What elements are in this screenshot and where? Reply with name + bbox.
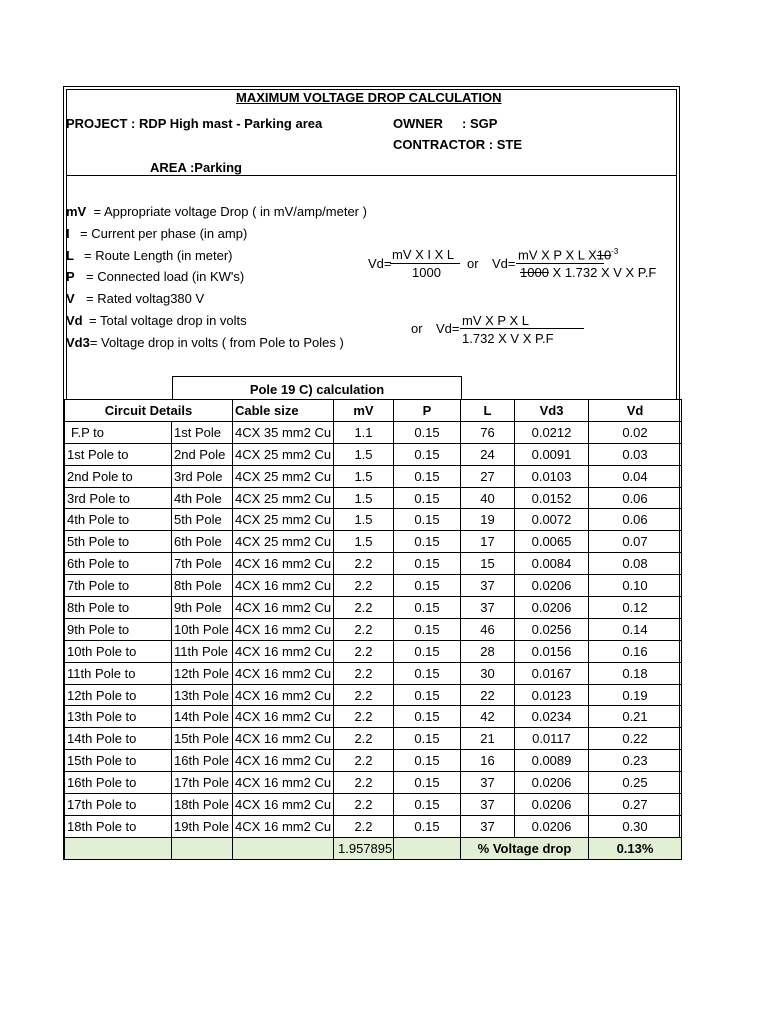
cell-mv: 1.5 xyxy=(334,509,394,531)
cell-to: 17th Pole xyxy=(172,772,233,794)
table-row xyxy=(65,531,682,553)
legend-vd: Vd = Total voltage drop in volts xyxy=(66,313,247,328)
cell-p: 0.15 xyxy=(394,487,461,509)
formula3-lhs: Vd= xyxy=(436,321,460,336)
pole-calculation-title: Pole 19 C) calculation xyxy=(172,376,462,399)
cell-vd3: 0.0206 xyxy=(515,815,589,837)
cell-mv: 2.2 xyxy=(334,794,394,816)
cell-cable-size: 4CX 25 mm2 Cu xyxy=(233,443,334,465)
contractor-label: CONTRACTOR : STE xyxy=(393,137,523,152)
cell-vd3: 0.0084 xyxy=(515,553,589,575)
table-row xyxy=(65,728,682,750)
cell-vd: 0.12 xyxy=(589,597,682,619)
cell-from: 2nd Pole to xyxy=(65,465,172,487)
table-row xyxy=(65,706,682,728)
cell-from: 1st Pole to xyxy=(65,443,172,465)
table-row xyxy=(65,553,682,575)
cell-mv: 2.2 xyxy=(334,597,394,619)
header-mv: mV xyxy=(334,400,394,422)
cell-to: 2nd Pole xyxy=(172,443,233,465)
cell-vd3: 0.0065 xyxy=(515,531,589,553)
cell-p: 0.15 xyxy=(394,597,461,619)
cell-l: 16 xyxy=(461,750,515,772)
table-row xyxy=(65,575,682,597)
cell-cable-size: 4CX 16 mm2 Cu xyxy=(233,684,334,706)
cell-to: 14th Pole xyxy=(172,706,233,728)
cell-p: 0.15 xyxy=(394,728,461,750)
sheet-inner-border xyxy=(66,89,677,400)
cell-vd: 0.14 xyxy=(589,618,682,640)
legend-vd3: Vd3= Voltage drop in volts ( from Pole to Poles ) xyxy=(66,335,344,350)
cell-vd: 0.08 xyxy=(589,553,682,575)
cell-vd3: 0.0089 xyxy=(515,750,589,772)
table-header-row xyxy=(65,400,682,422)
cell-p: 0.15 xyxy=(394,662,461,684)
cell-cable-size: 4CX 25 mm2 Cu xyxy=(233,531,334,553)
cell-from: 8th Pole to xyxy=(65,597,172,619)
table-row xyxy=(65,640,682,662)
cell-vd3: 0.0167 xyxy=(515,662,589,684)
table-row xyxy=(65,815,682,837)
total-cell-empty xyxy=(65,837,172,859)
cell-p: 0.15 xyxy=(394,815,461,837)
legend-v: V = Rated voltag380 V xyxy=(66,291,205,306)
table-row xyxy=(65,421,682,443)
cell-vd: 0.07 xyxy=(589,531,682,553)
cell-from: 6th Pole to xyxy=(65,553,172,575)
formula2-numerator: mV X P X L $X10^{-3}$ xyxy=(518,247,619,263)
cell-cable-size: 4CX 16 mm2 Cu xyxy=(233,662,334,684)
cell-mv: 1.5 xyxy=(334,465,394,487)
table-row xyxy=(65,487,682,509)
table-row xyxy=(65,618,682,640)
cell-to: 5th Pole xyxy=(172,509,233,531)
table-row xyxy=(65,772,682,794)
owner-value: : SGP xyxy=(462,116,498,131)
cell-l: 17 xyxy=(461,531,515,553)
cell-from: 9th Pole to xyxy=(65,618,172,640)
cell-l: 37 xyxy=(461,772,515,794)
cell-cable-size: 4CX 16 mm2 Cu xyxy=(233,597,334,619)
cell-cable-size: 4CX 16 mm2 Cu xyxy=(233,706,334,728)
cell-cable-size: 4CX 16 mm2 Cu xyxy=(233,728,334,750)
cell-vd: 0.02 xyxy=(589,421,682,443)
table-row xyxy=(65,443,682,465)
legend-p: P = Connected load (in KW's) xyxy=(66,269,245,284)
cell-mv: 1.5 xyxy=(334,531,394,553)
cell-mv: 2.2 xyxy=(334,772,394,794)
cell-vd: 0.21 xyxy=(589,706,682,728)
cell-cable-size: 4CX 16 mm2 Cu xyxy=(233,553,334,575)
cell-vd3: 0.0234 xyxy=(515,706,589,728)
table-row xyxy=(65,509,682,531)
cell-cable-size: 4CX 16 mm2 Cu xyxy=(233,815,334,837)
table-row xyxy=(65,794,682,816)
cell-p: 0.15 xyxy=(394,618,461,640)
cell-l: 22 xyxy=(461,684,515,706)
cell-p: 0.15 xyxy=(394,772,461,794)
cell-p: 0.15 xyxy=(394,465,461,487)
cell-l: 30 xyxy=(461,662,515,684)
cell-from: 18th Pole to xyxy=(65,815,172,837)
cell-l: 21 xyxy=(461,728,515,750)
cell-l: 37 xyxy=(461,575,515,597)
header-l: L xyxy=(461,400,515,422)
cell-mv: 2.2 xyxy=(334,662,394,684)
cell-p: 0.15 xyxy=(394,443,461,465)
cell-vd3: 0.0072 xyxy=(515,509,589,531)
cell-from: 17th Pole to xyxy=(65,794,172,816)
cell-vd3: 0.0206 xyxy=(515,575,589,597)
cell-from: F.P to xyxy=(65,421,172,443)
formula2-lhs: Vd= xyxy=(492,256,516,271)
cell-cable-size: 4CX 16 mm2 Cu xyxy=(233,640,334,662)
project-label: PROJECT : RDP High mast - Parking area xyxy=(66,116,323,131)
cell-l: 19 xyxy=(461,509,515,531)
cell-vd3: 0.0212 xyxy=(515,421,589,443)
cell-vd3: 0.0103 xyxy=(515,465,589,487)
table-row xyxy=(65,684,682,706)
cell-vd3: 0.0206 xyxy=(515,794,589,816)
cell-mv: 2.2 xyxy=(334,706,394,728)
cell-from: 16th Pole to xyxy=(65,772,172,794)
cell-to: 9th Pole xyxy=(172,597,233,619)
cell-p: 0.15 xyxy=(394,794,461,816)
cell-to: 4th Pole xyxy=(172,487,233,509)
cell-to: 15th Pole xyxy=(172,728,233,750)
cell-p: 0.15 xyxy=(394,575,461,597)
cell-mv: 1.1 xyxy=(334,421,394,443)
total-row xyxy=(65,837,682,859)
cell-l: 37 xyxy=(461,815,515,837)
cell-to: 13th Pole xyxy=(172,684,233,706)
cell-mv: 2.2 xyxy=(334,684,394,706)
cell-cable-size: 4CX 16 mm2 Cu xyxy=(233,618,334,640)
cell-l: 46 xyxy=(461,618,515,640)
cell-vd: 0.06 xyxy=(589,487,682,509)
cell-vd: 0.25 xyxy=(589,772,682,794)
cell-cable-size: 4CX 16 mm2 Cu xyxy=(233,772,334,794)
cell-from: 4th Pole to xyxy=(65,509,172,531)
cell-mv: 2.2 xyxy=(334,750,394,772)
header-p: P xyxy=(394,400,461,422)
cell-to: 8th Pole xyxy=(172,575,233,597)
cell-p: 0.15 xyxy=(394,509,461,531)
cell-l: 28 xyxy=(461,640,515,662)
cell-vd: 0.27 xyxy=(589,794,682,816)
cell-to: 19th Pole xyxy=(172,815,233,837)
cell-from: 13th Pole to xyxy=(65,706,172,728)
cell-mv: 2.2 xyxy=(334,618,394,640)
cell-p: 0.15 xyxy=(394,531,461,553)
cell-mv: 2.2 xyxy=(334,640,394,662)
table-row xyxy=(65,465,682,487)
formula3-fraction-bar xyxy=(460,328,584,329)
cell-to: 10th Pole xyxy=(172,618,233,640)
cell-mv: 2.2 xyxy=(334,728,394,750)
cell-from: 15th Pole to xyxy=(65,750,172,772)
cell-vd3: 0.0206 xyxy=(515,772,589,794)
table-row xyxy=(65,750,682,772)
cell-to: 18th Pole xyxy=(172,794,233,816)
cell-cable-size: 4CX 16 mm2 Cu xyxy=(233,794,334,816)
cell-to: 11th Pole xyxy=(172,640,233,662)
legend-mv: mV = Appropriate voltage Drop ( in mV/amp/meter ) xyxy=(66,204,367,219)
formula2-denominator: 1000 X 1.732 X V X P.F xyxy=(520,265,657,280)
cell-vd3: 0.0091 xyxy=(515,443,589,465)
formula1-numerator: mV X I X L xyxy=(392,247,455,262)
total-mv-sum: 1.957895 xyxy=(334,837,394,859)
formula3-denominator: 1.732 X V X P.F xyxy=(462,331,554,346)
cell-cable-size: 4CX 16 mm2 Cu xyxy=(233,750,334,772)
formula1-denominator: 1000 xyxy=(412,265,441,280)
total-cell-empty xyxy=(394,837,461,859)
cell-p: 0.15 xyxy=(394,706,461,728)
cell-cable-size: 4CX 25 mm2 Cu xyxy=(233,509,334,531)
cell-l: 15 xyxy=(461,553,515,575)
cell-p: 0.15 xyxy=(394,553,461,575)
cell-vd: 0.06 xyxy=(589,509,682,531)
cell-vd3: 0.0206 xyxy=(515,597,589,619)
header-circuit-details: Circuit Details xyxy=(65,400,233,422)
cell-cable-size: 4CX 35 mm2 Cu xyxy=(233,421,334,443)
header-vd: Vd xyxy=(589,400,682,422)
cell-vd: 0.04 xyxy=(589,465,682,487)
cell-vd3: 0.0256 xyxy=(515,618,589,640)
cell-p: 0.15 xyxy=(394,750,461,772)
cell-vd3: 0.0152 xyxy=(515,487,589,509)
cell-from: 7th Pole to xyxy=(65,575,172,597)
cell-from: 14th Pole to xyxy=(65,728,172,750)
cell-to: 3rd Pole xyxy=(172,465,233,487)
cell-from: 11th Pole to xyxy=(65,662,172,684)
cell-l: 40 xyxy=(461,487,515,509)
area-label: AREA :Parking xyxy=(150,160,242,175)
cell-to: 16th Pole xyxy=(172,750,233,772)
formula3-numerator: mV X P X L xyxy=(462,313,529,328)
cell-to: 7th Pole xyxy=(172,553,233,575)
header-divider xyxy=(66,175,676,176)
cell-cable-size: 4CX 25 mm2 Cu xyxy=(233,465,334,487)
formula1-fraction-bar xyxy=(390,263,460,264)
cell-p: 0.15 xyxy=(394,640,461,662)
page-title: MAXIMUM VOLTAGE DROP CALCULATION xyxy=(236,90,502,105)
cell-from: 10th Pole to xyxy=(65,640,172,662)
cell-from: 12th Pole to xyxy=(65,684,172,706)
total-cell-empty xyxy=(172,837,233,859)
cell-l: 27 xyxy=(461,465,515,487)
legend-l: L = Route Length (in meter) xyxy=(66,248,233,263)
cell-vd: 0.22 xyxy=(589,728,682,750)
cell-vd: 0.10 xyxy=(589,575,682,597)
cell-l: 42 xyxy=(461,706,515,728)
table-row xyxy=(65,662,682,684)
table-row xyxy=(65,597,682,619)
cell-mv: 2.2 xyxy=(334,553,394,575)
cell-to: 6th Pole xyxy=(172,531,233,553)
cell-mv: 2.2 xyxy=(334,575,394,597)
cell-vd3: 0.0117 xyxy=(515,728,589,750)
cell-vd: 0.30 xyxy=(589,815,682,837)
owner-label: OWNER xyxy=(393,116,443,131)
cell-mv: 1.5 xyxy=(334,487,394,509)
cell-vd: 0.03 xyxy=(589,443,682,465)
cell-from: 3rd Pole to xyxy=(65,487,172,509)
voltage-drop-table xyxy=(64,399,682,860)
cell-mv: 2.2 xyxy=(334,815,394,837)
cell-cable-size: 4CX 25 mm2 Cu xyxy=(233,487,334,509)
cell-from: 5th Pole to xyxy=(65,531,172,553)
formula1-lhs: Vd= xyxy=(368,256,392,271)
header-vd3: Vd3 xyxy=(515,400,589,422)
cell-cable-size: 4CX 16 mm2 Cu xyxy=(233,575,334,597)
cell-vd: 0.23 xyxy=(589,750,682,772)
cell-l: 37 xyxy=(461,597,515,619)
cell-p: 0.15 xyxy=(394,684,461,706)
cell-mv: 1.5 xyxy=(334,443,394,465)
or-label-2: or xyxy=(411,321,423,336)
cell-l: 37 xyxy=(461,794,515,816)
cell-to: 1st Pole xyxy=(172,421,233,443)
cell-to: 12th Pole xyxy=(172,662,233,684)
cell-l: 24 xyxy=(461,443,515,465)
cell-vd: 0.16 xyxy=(589,640,682,662)
total-voltage-drop-label: % Voltage drop xyxy=(461,837,589,859)
total-voltage-drop-value: 0.13% xyxy=(589,837,682,859)
cell-vd3: 0.0156 xyxy=(515,640,589,662)
cell-vd: 0.19 xyxy=(589,684,682,706)
total-cell-empty xyxy=(233,837,334,859)
cell-l: 76 xyxy=(461,421,515,443)
cell-vd: 0.18 xyxy=(589,662,682,684)
cell-p: 0.15 xyxy=(394,421,461,443)
header-cable-size: Cable size xyxy=(233,400,334,422)
formula2-fraction-bar xyxy=(516,263,604,264)
or-label-1: or xyxy=(467,256,479,271)
legend-i: I = Current per phase (in amp) xyxy=(66,226,248,241)
cell-vd3: 0.0123 xyxy=(515,684,589,706)
